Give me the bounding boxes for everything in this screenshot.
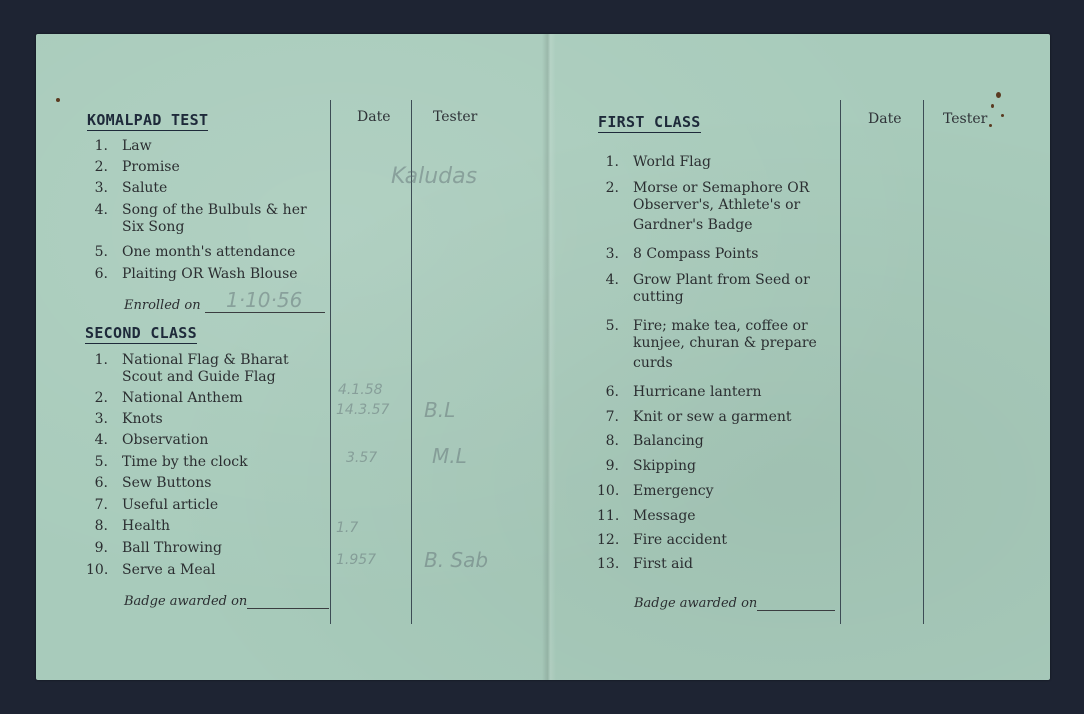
item-number: 4.: [94, 202, 108, 218]
booklet-card: [36, 34, 1050, 680]
item-text: Law: [122, 138, 152, 154]
item-number: 4.: [94, 432, 108, 448]
item-number: 11.: [597, 508, 620, 524]
item-text: Emergency: [633, 483, 714, 499]
komalpad-heading: KOMALPAD TEST: [87, 111, 209, 129]
left-badge-label: Badge awarded on: [124, 594, 248, 609]
item-text: Morse or Semaphore OR: [633, 180, 810, 196]
item-number: 1.: [94, 352, 108, 368]
item-number: 5.: [605, 318, 619, 334]
item-text: Plaiting OR Wash Blouse: [122, 266, 298, 282]
right-tester-header: Tester: [943, 111, 988, 127]
item-number: 1.: [605, 154, 619, 170]
item-number: 2.: [605, 180, 619, 196]
item-number: 3.: [94, 411, 108, 427]
item-text: National Anthem: [122, 390, 243, 406]
item-text: One month's attendance: [122, 244, 296, 260]
pencil-date-4: 1.7: [336, 520, 359, 536]
item-number: 5.: [94, 454, 108, 470]
pencil-tester-3: M.L: [432, 444, 467, 468]
item-text-continued: kunjee, churan & prepare: [633, 335, 817, 351]
pencil-tester-top: Kaludas: [391, 164, 478, 189]
center-fold: [542, 34, 556, 680]
second-class-heading: SECOND CLASS: [85, 324, 197, 342]
item-number: 8.: [94, 518, 108, 534]
stain-mark: [1001, 114, 1004, 117]
item-text: Useful article: [122, 497, 219, 513]
item-text: Balancing: [633, 433, 704, 449]
right-badge-label: Badge awarded on: [634, 596, 758, 611]
item-text: Promise: [122, 159, 180, 175]
stain-mark: [56, 98, 60, 102]
item-text: Serve a Meal: [122, 562, 216, 578]
right-tester-column-line: [923, 100, 924, 624]
item-number: 10.: [86, 562, 109, 578]
item-text: Song of the Bulbuls & her: [122, 202, 307, 218]
item-text: Salute: [122, 180, 168, 196]
item-number: 8.: [605, 433, 619, 449]
item-text: Knit or sew a garment: [633, 409, 792, 425]
item-text: Knots: [122, 411, 163, 427]
item-number: 2.: [94, 390, 108, 406]
left-date-header: Date: [357, 109, 391, 125]
item-number: 12.: [597, 532, 620, 548]
pencil-date-5: 1.957: [336, 552, 377, 568]
enrolled-label: Enrolled on: [124, 298, 201, 313]
stain-mark: [989, 124, 992, 127]
item-number: 3.: [605, 246, 619, 262]
pencil-date-1: 4.1.58: [338, 382, 383, 398]
right-badge-awarded-line: [634, 596, 835, 611]
item-number: 2.: [94, 159, 108, 175]
item-text-continued: Scout and Guide Flag: [122, 369, 276, 385]
first-class-heading: FIRST CLASS: [598, 113, 701, 131]
item-text: Health: [122, 518, 170, 534]
item-number: 4.: [605, 272, 619, 288]
item-text: Fire; make tea, coffee or: [633, 318, 808, 334]
item-number: 13.: [597, 556, 620, 572]
left-badge-awarded-line: [124, 594, 329, 609]
item-text: Hurricane lantern: [633, 384, 762, 400]
item-text: National Flag & Bharat: [122, 352, 289, 368]
item-number: 9.: [605, 458, 619, 474]
pencil-tester-5: B. Sab: [424, 548, 489, 572]
item-text: World Flag: [633, 154, 711, 170]
item-text-continued: cutting: [633, 289, 684, 305]
pencil-date-3: 3.57: [346, 450, 378, 466]
item-number: 6.: [94, 475, 108, 491]
item-number: 7.: [605, 409, 619, 425]
item-number: 7.: [94, 497, 108, 513]
item-number: 3.: [94, 180, 108, 196]
item-text: Grow Plant from Seed or: [633, 272, 810, 288]
pencil-date-2: 14.3.57: [336, 402, 390, 418]
item-text-continued: Six Song: [122, 219, 185, 235]
item-text: First aid: [633, 556, 693, 572]
item-text: Sew Buttons: [122, 475, 212, 491]
right-date-column-line: [840, 100, 841, 624]
item-text: Ball Throwing: [122, 540, 222, 556]
stain-mark: [996, 92, 1001, 98]
item-text: 8 Compass Points: [633, 246, 759, 262]
item-text: Fire accident: [633, 532, 728, 548]
item-number: 5.: [94, 244, 108, 260]
right-date-header: Date: [868, 111, 902, 127]
pencil-tester-2: B.L: [424, 398, 456, 422]
item-number: 6.: [94, 266, 108, 282]
item-text-continued: curds: [633, 355, 673, 371]
item-number: 10.: [597, 483, 620, 499]
stain-mark: [991, 104, 994, 108]
item-text-continued: Observer's, Athlete's or: [633, 197, 801, 213]
left-tester-header: Tester: [433, 109, 478, 125]
item-text: Observation: [122, 432, 209, 448]
item-text: Message: [633, 508, 696, 524]
enrolled-date-pencil: 1·10·56: [226, 288, 303, 312]
item-text: Time by the clock: [122, 454, 248, 470]
item-number: 1.: [94, 138, 108, 154]
item-text-continued: Gardner's Badge: [633, 217, 753, 233]
item-number: 6.: [605, 384, 619, 400]
left-date-column-line: [330, 100, 331, 624]
item-number: 9.: [94, 540, 108, 556]
item-text: Skipping: [633, 458, 696, 474]
